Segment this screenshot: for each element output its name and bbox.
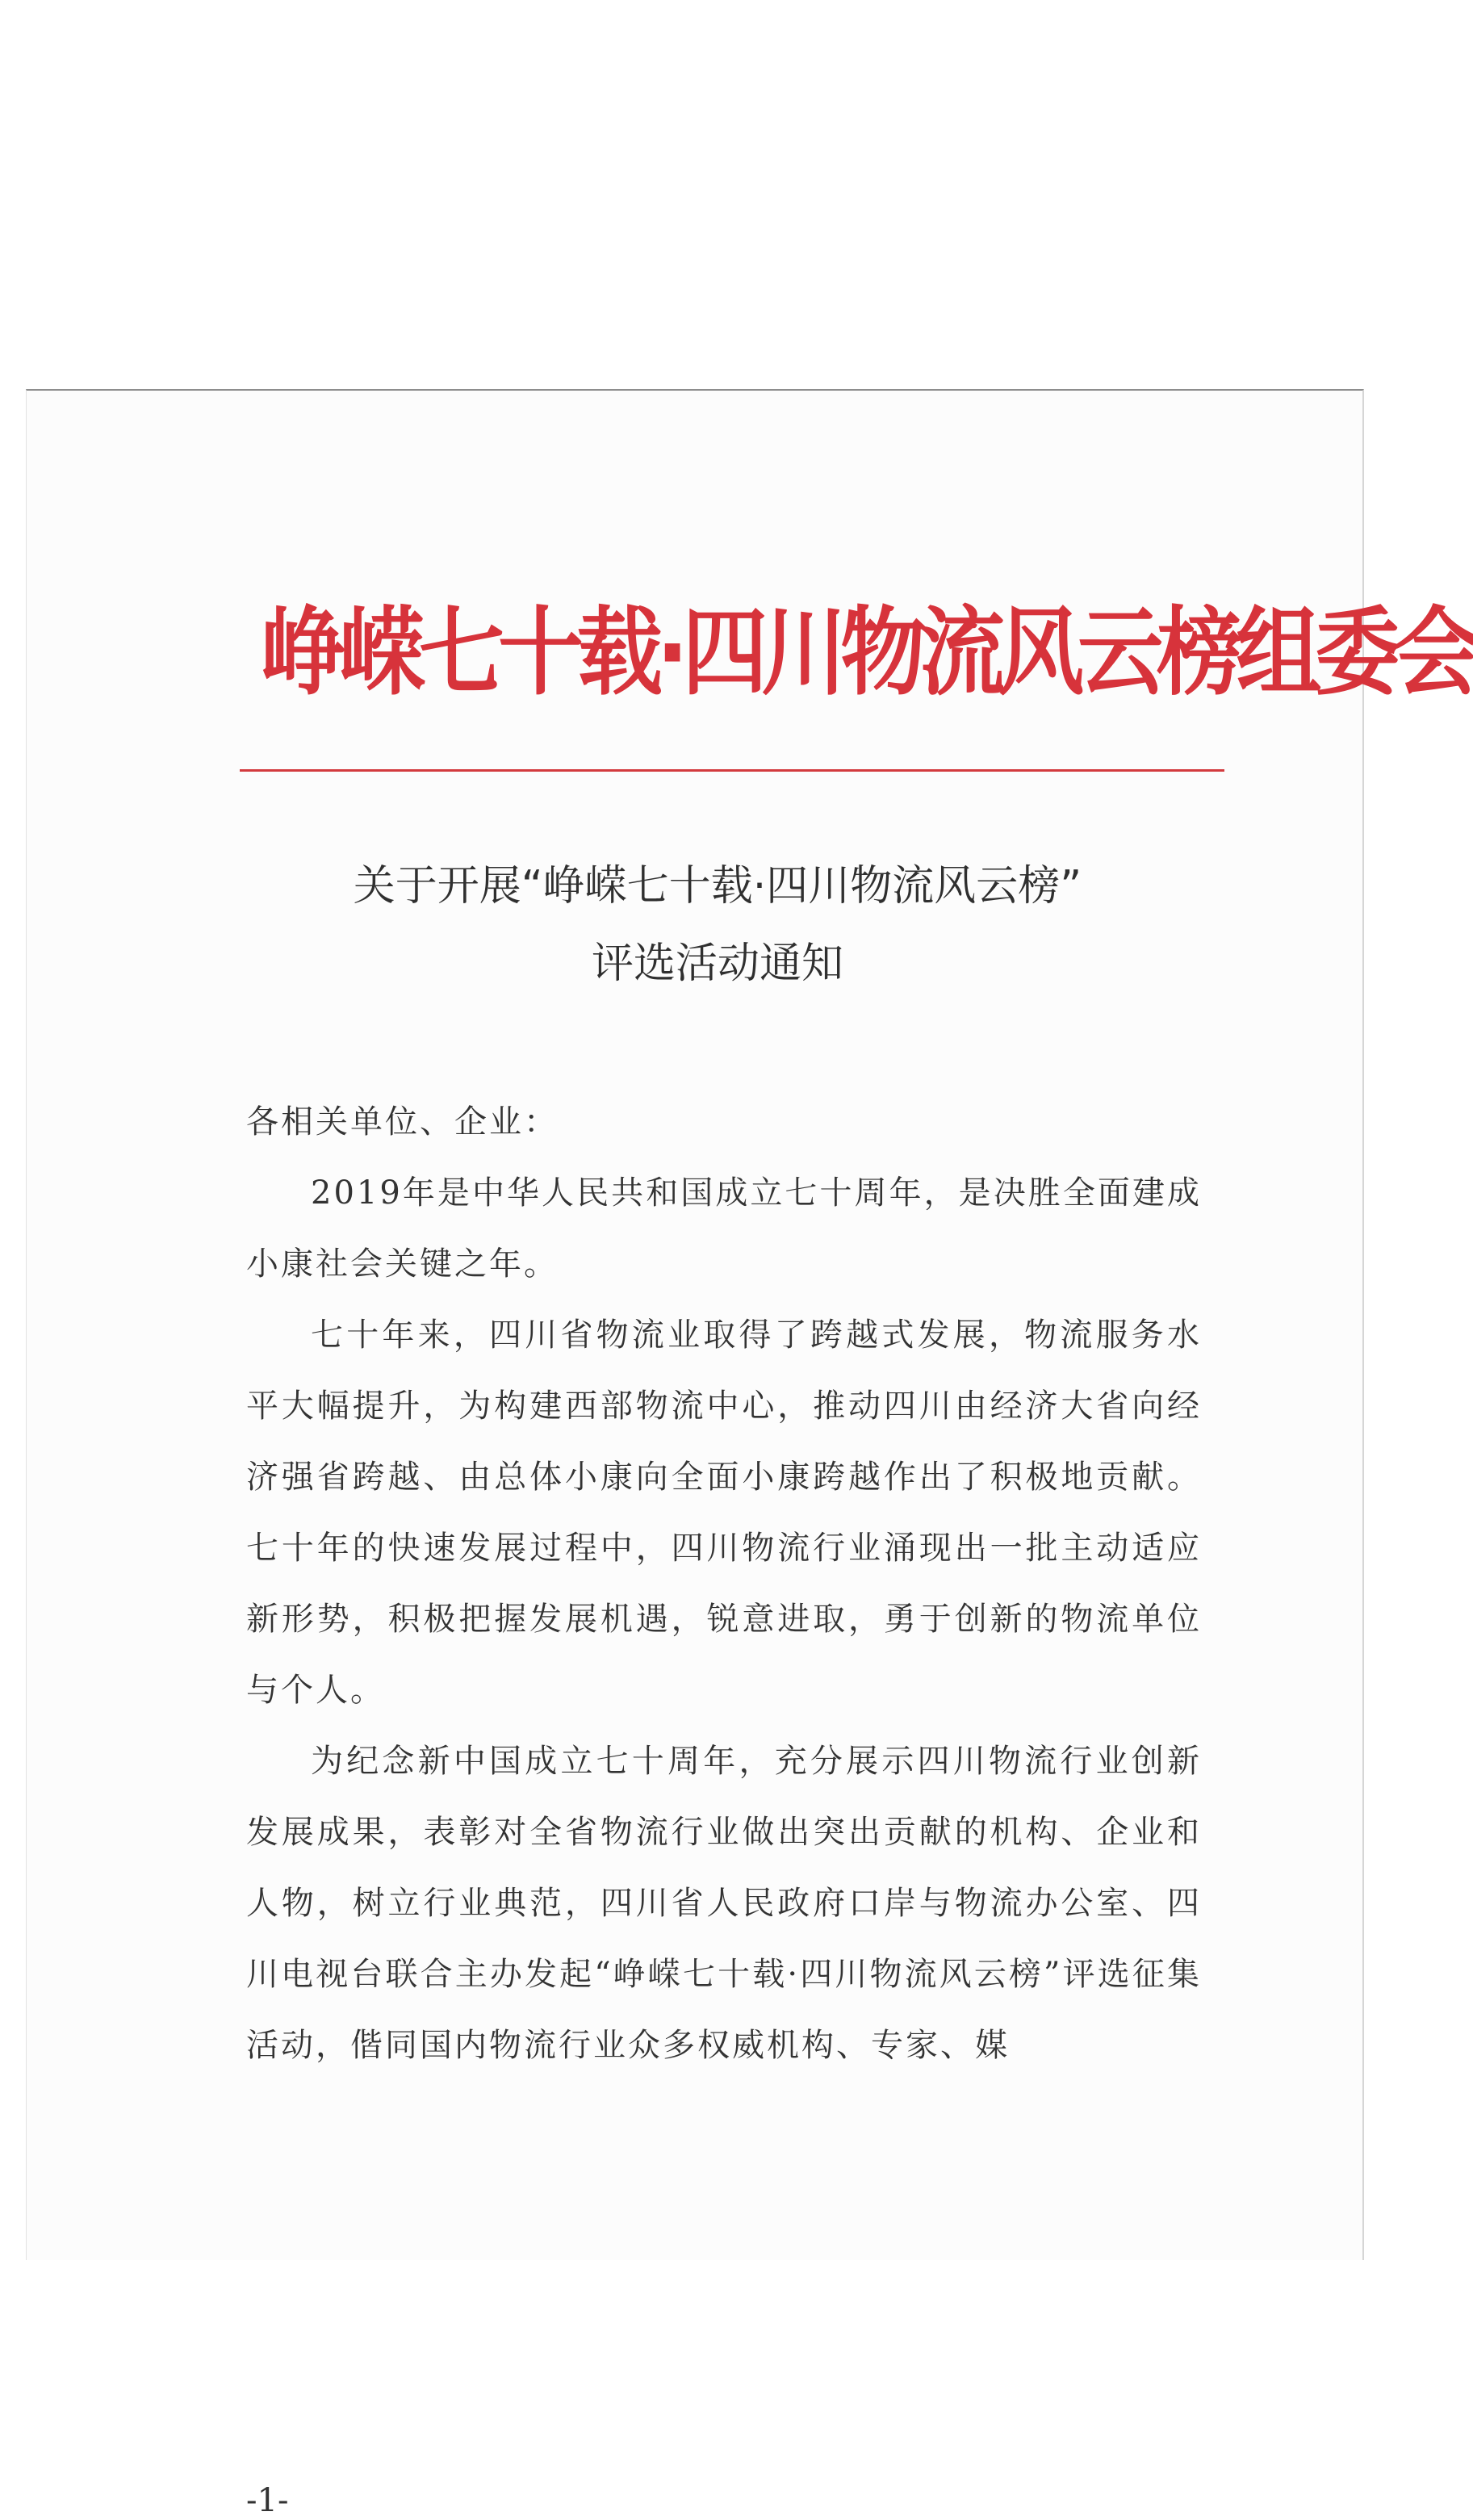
organization-header-title: 峥嵘七十载·四川物流风云榜组委会 xyxy=(261,597,1473,709)
document-page xyxy=(26,389,1473,2519)
notice-title-line-2: 评选活动通知 xyxy=(591,940,843,988)
body-paragraph-2: 七十年来，四川省物流业取得了跨越式发展，物流服务水平大幅提升，为构建西部物流中心，推动四川由经济大省向经济强省跨越、由总体小康向全面小康跨越作出了积极地贡献。七十年的快速发展过程中，四川物流行业涌现出一批主动适应新形势，积极把握发展机遇，锐意进取，勇于创新的物流单位与个人。 xyxy=(246,1317,1202,1709)
notice-body xyxy=(246,1086,1202,2081)
body-paragraph-3: 为纪念新中国成立七十周年，充分展示四川物流行业创新发展成果，表彰对全省物流行业做出突出贡献的机构、企业和人物，树立行业典范，四川省人民政府口岸与物流办公室、四川电视台联合主办发起“峥嵘七十载·四川物流风云榜”评选征集活动，偕同国内物流行业众多权威机构、专家、媒 xyxy=(246,1743,1202,2064)
notice-title xyxy=(217,848,1218,1003)
body-paragraph-1: 2019年是中华人民共和国成立七十周年，是决胜全面建成小康社会关键之年。 xyxy=(246,1174,1202,1283)
salutation: 各相关单位、企业： xyxy=(246,1103,559,1141)
notice-title-line-1: 关于开展“峥嵘七十载·四川物流风云榜” xyxy=(353,862,1082,910)
red-divider-line xyxy=(240,769,1224,772)
scan-top-blank-area xyxy=(0,0,1372,389)
page-number: -1- xyxy=(246,2482,289,2519)
